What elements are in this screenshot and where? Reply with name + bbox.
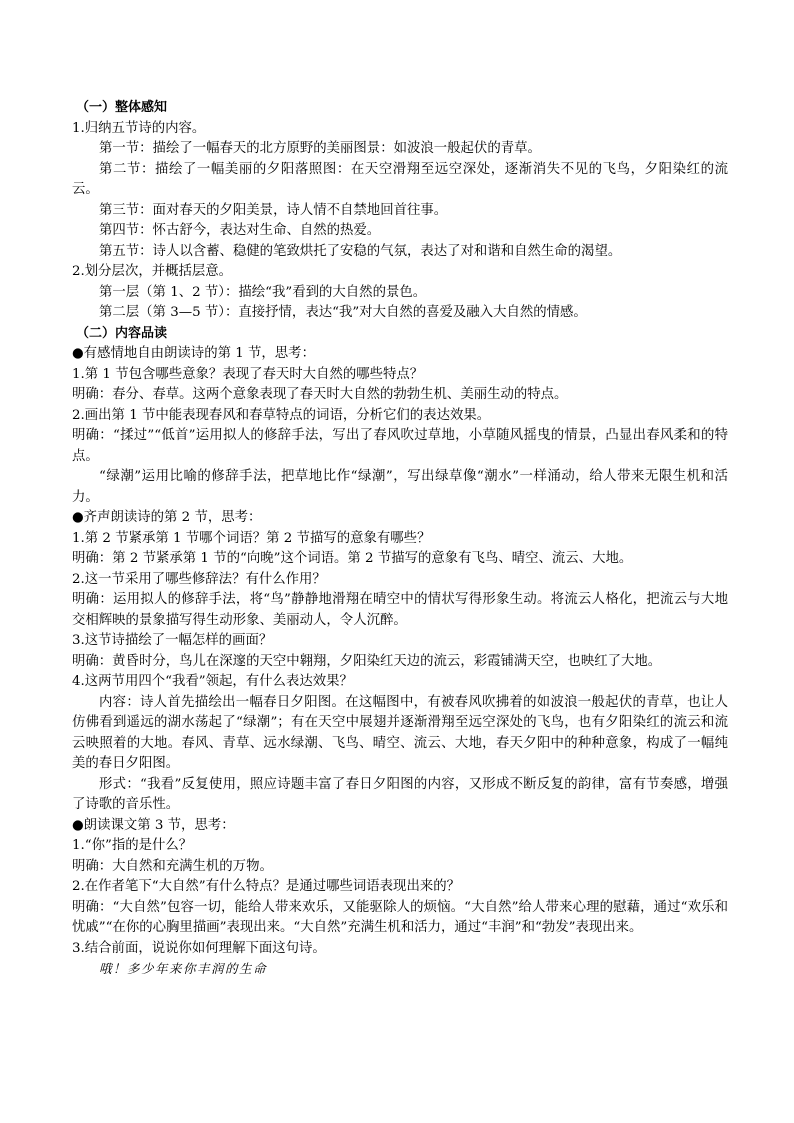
task-stanza-2: ●齐声朗读诗的第 2 节，思考： bbox=[72, 510, 262, 525]
question-1-title: 1.归纳五节诗的内容。 bbox=[72, 120, 206, 136]
answer-text: “绿潮”运用比喻的修辞手法，把草地比作“绿潮”，写出绿草像“潮水”一样涌动，给人带来无限生机和活力。 bbox=[72, 469, 728, 505]
stanza-4-summary: 第四节：怀古舒今，表达对生命、自然的热爱。 bbox=[99, 223, 381, 238]
answer-text: 明确：“大自然”包容一切，能给人带来欢乐，又能驱除人的烦恼。“大自然”给人带来心理的慰藉，通过“欢乐和忧戚”“在你的心胸里描画”表现出来。“大自然”充满生机和活力，通过“丰润”和“勃发”表现出来。 bbox=[72, 899, 728, 935]
task-stanza-3: ●朗读课文第 3 节，思考： bbox=[72, 817, 235, 833]
question-text: 2.在作者笔下“大自然”有什么特点？是通过哪些词语表现出来的？ bbox=[72, 879, 461, 894]
answer-text: 明确：春分、春草。这两个意象表现了春天时大自然的勃勃生机、美丽生动的特点。 bbox=[72, 387, 568, 402]
answer-text: 明确：运用拟人的修辞手法，将“鸟”静静地滑翔在晴空中的情状写得形象生动。将流云人格化，把流云与大地交相辉映的景象描写得生动形象、美丽动人，令人沉醉。 bbox=[72, 592, 728, 628]
question-text: 1.“你”指的是什么？ bbox=[72, 838, 193, 853]
stanza-1-summary: 第一节：描绘了一幅春天的北方原野的美丽图景：如波浪一般起伏的青草。 bbox=[99, 141, 541, 156]
answer-text: 明确：大自然和充满生机的万物。 bbox=[72, 858, 273, 874]
question-text: 3.这节诗描绘了一幅怎样的画面？ bbox=[72, 633, 273, 648]
question-2-title: 2.划分层次，并概括层意。 bbox=[72, 264, 233, 279]
question-text: 3.结合前面，说说你如何理解下面这句诗。 bbox=[72, 940, 326, 956]
stanza-2-summary: 第二节：描绘了一幅美丽的夕阳落照图：在天空滑翔至远空深处，逐渐消失不见的飞鸟，夕阳染红的流云。 bbox=[72, 161, 728, 197]
layer-1: 第一层（第 1、2 节）：描绘“我”看到的大自然的景色。 bbox=[99, 284, 427, 300]
question-text: 1.第 1 节包含哪些意象？表现了春天时大自然的哪些特点？ bbox=[72, 366, 424, 382]
section-heading-overall: （一）整体感知 bbox=[76, 100, 168, 115]
question-text: 2.这一节采用了哪些修辞法？有什么作用？ bbox=[72, 571, 326, 587]
question-text: 2.画出第 1 节中能表现春风和春草特点的词语，分析它们的表达效果。 bbox=[72, 407, 491, 423]
question-text: 1.第 2 节紧承第 1 节哪个词语？第 2 节描写的意象有哪些？ bbox=[72, 530, 431, 546]
answer-text: 形式：“我看”反复使用，照应诗题丰富了春日夕阳图的内容，又形成不断反复的韵律，富有节奏感，增强了诗歌的音乐性。 bbox=[72, 776, 728, 812]
task-stanza-1: ●有感情地自由朗读诗的第 1 节，思考： bbox=[72, 346, 315, 361]
answer-text: 明确：第 2 节紧承第 1 节的“向晚”这个词语。第 2 节描写的意象有飞鸟、晴空、流云、大地。 bbox=[72, 551, 633, 566]
stanza-3-summary: 第三节：面对春天的夕阳美景，诗人情不自禁地回首往事。 bbox=[99, 202, 448, 218]
answer-text: 内容：诗人首先描绘出一幅春日夕阳图。在这幅图中，有被春风吹拂着的如波浪一般起伏的青草，也让人仿佛看到遥远的湖水荡起了“绿潮”；有在天空中展翅并逐渐滑翔至远空深处的飞鸟，也有夕阳染红的流云和流云映照着的大地。春风、青草、远水绿潮、飞鸟、晴空、流云、大地，春天夕阳中的种种意象，构成了一幅纯美的春日夕阳图。 bbox=[72, 694, 728, 771]
document-page bbox=[72, 98, 728, 980]
poem-quote: 哦！多少年来你丰润的生命 bbox=[99, 961, 268, 976]
answer-text: 明确：黄昏时分，鸟儿在深邃的天空中翱翔，夕阳染红天边的流云，彩霞铺满天空，也映红了大地。 bbox=[72, 653, 662, 669]
layer-2: 第二层（第 3—5 节）：直接抒情，表达“我”对大自然的喜爱及融入大自然的情感。 bbox=[99, 305, 587, 320]
section-heading-content: （二）内容品读 bbox=[76, 325, 168, 341]
answer-text: 明确：“揉过”“低首”运用拟人的修辞手法，写出了春风吹过草地，小草随风摇曳的情景，凸显出春风柔和的特点。 bbox=[72, 428, 728, 464]
question-text: 4.这两节用四个“我看”领起，有什么表达效果？ bbox=[72, 674, 353, 689]
stanza-5-summary: 第五节：诗人以含蓄、稳健的笔致烘托了安稳的气氛，表达了对和谐和自然生命的渴望。 bbox=[99, 243, 622, 259]
